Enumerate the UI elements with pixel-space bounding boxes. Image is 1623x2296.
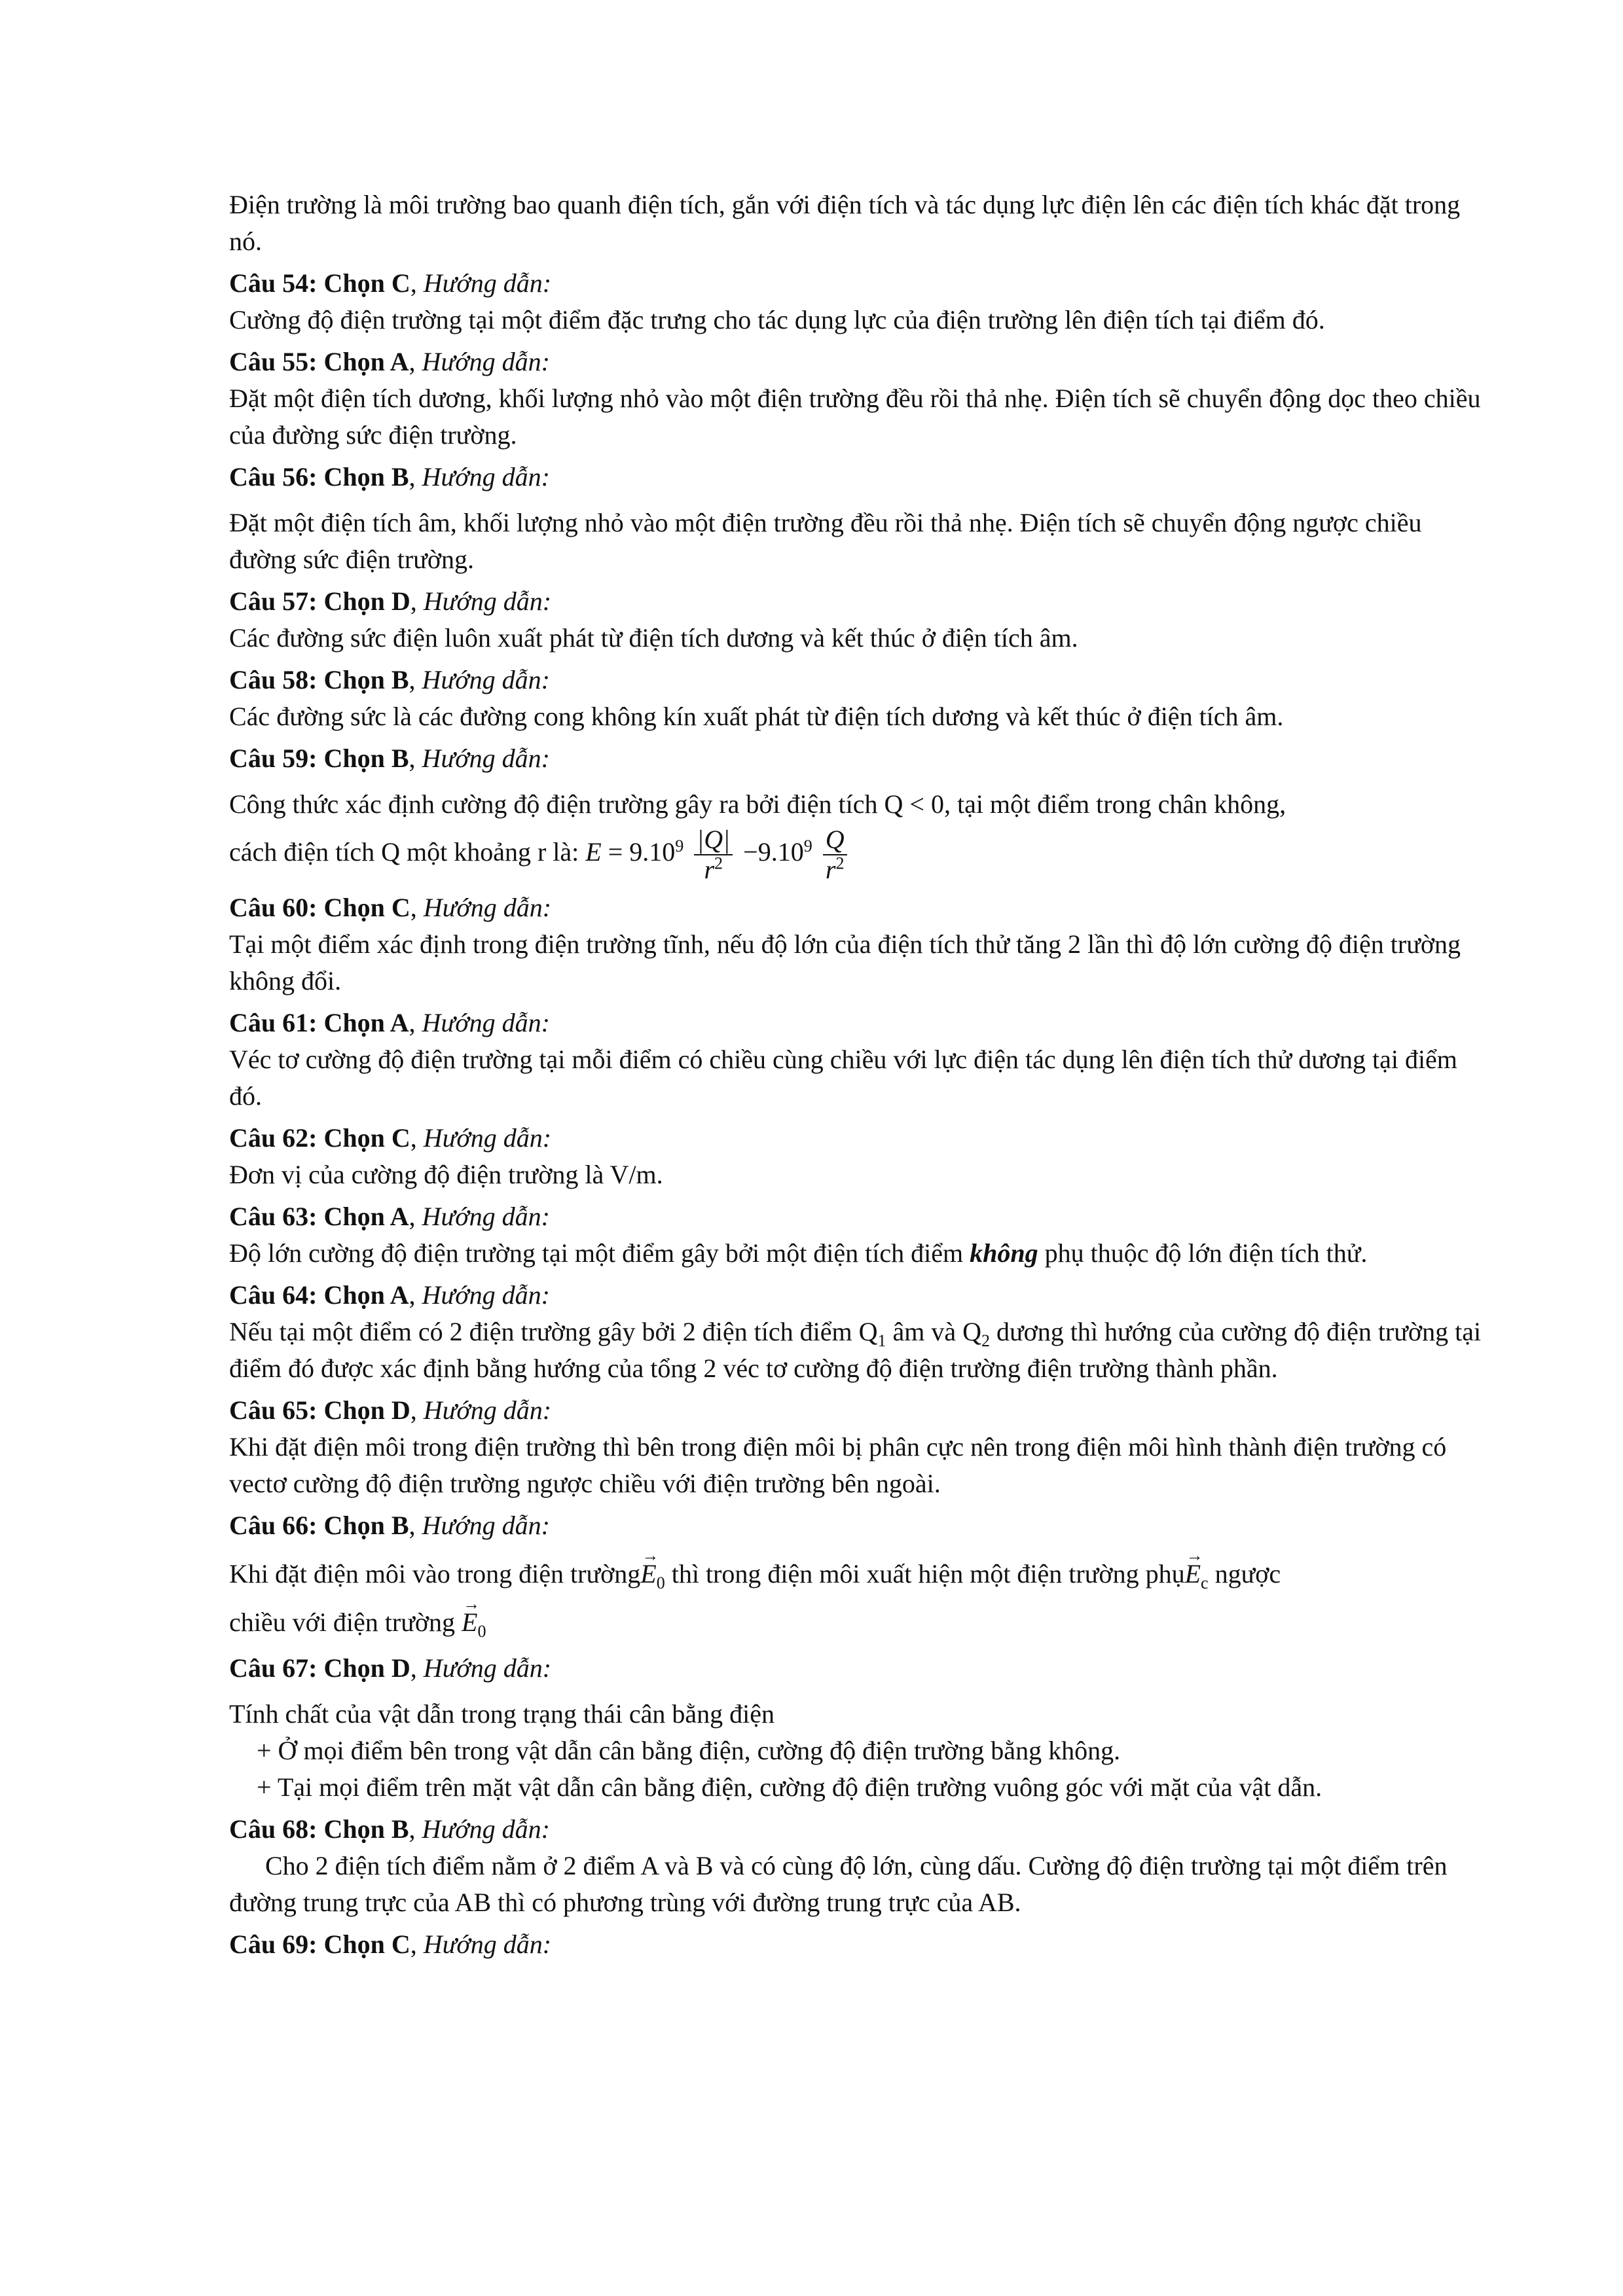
intro-paragraph: Điện trường là môi trường bao quanh điện tích, gắn với điện tích và tác dụng lực điện lên các điện tích khác đặt trong nó. [229, 190, 1461, 256]
answer-62-heading: Câu 62: Chọn C, Hướng dẫn: [229, 1123, 552, 1153]
answer-56-heading: Câu 56: Chọn B, Hướng dẫn: [229, 462, 550, 492]
vector-e0-2: → E [462, 1604, 477, 1641]
answer-68-text: Cho 2 điện tích điểm nằm ở 2 điểm A và B và có cùng độ lớn, cùng dấu. Cường độ điện trường tại một điểm trên đường trung trực của AB thì có phương trùng với đường trung trực của AB. [229, 1851, 1448, 1917]
answer-60-text: Tại một điểm xác định trong điện trường tĩnh, nếu độ lớn của điện tích thử tăng 2 lần thì độ lớn cường độ điện trường không đổi. [229, 929, 1461, 996]
answer-64-heading: Câu 64: Chọn A, Hướng dẫn: [229, 1280, 550, 1310]
answer-64-text: Nếu tại một điểm có 2 điện trường gây bởi 2 điện tích điểm $Q_1$ âm và $Q_2$ dương thì hướng của cường độ điện trường tại điểm đó được xác định bằng hướng của tổng 2 véc tơ cường độ điện trường điện trường thành phần. [229, 1317, 1482, 1383]
answer-67-heading: Câu 67: Chọn D, Hướng dẫn: [229, 1653, 552, 1683]
answer-61-text: Véc tơ cường độ điện trường tại mỗi điểm có chiều cùng chiều với lực điện tác dụng lên điện tích thử dương tại điểm đó. [229, 1045, 1457, 1111]
answer-60-heading: Câu 60: Chọn C, Hướng dẫn: [229, 893, 552, 922]
field-strength-formula: E = 9.10$^9$ $\frac{|Q|}{r^2}$ $-9.10^9$ $\frac{Q}{r^2}$ [585, 825, 850, 884]
answer-55-text: Đặt một điện tích dương, khối lượng nhỏ vào một điện trường đều rồi thả nhẹ. Điện tích sẽ chuyển động dọc theo chiều của đường sức điện trường. [229, 384, 1481, 450]
answer-57-text: Các đường sức điện luôn xuất phát từ điện tích dương và kết thúc ở điện tích âm. [229, 623, 1078, 653]
vector-e0: → E [640, 1553, 656, 1595]
answer-66-text: Khi đặt điện môi vào trong điện trường→ $E_0$ thì trong điện môi xuất hiện một điện trường phụ→ $E_c$ ngược [229, 1553, 1489, 1595]
answer-67-text: Tính chất của vật dẫn trong trạng thái cân bằng điện [229, 1699, 775, 1729]
answer-66-text-2: chiều với điện trường → $E_0$ [229, 1604, 1489, 1641]
answer-65-heading: Câu 65: Chọn D, Hướng dẫn: [229, 1395, 552, 1425]
answer-58-heading: Câu 58: Chọn B, Hướng dẫn: [229, 665, 550, 694]
document-page [229, 187, 1489, 1963]
answer-65-text: Khi đặt điện môi trong điện trường thì bên trong điện môi bị phân cực nên trong điện môi hình thành điện trường có vectơ cường độ điện trường ngược chiều với điện trường bên ngoài. [229, 1432, 1447, 1498]
answer-59-formula-line: cách điện tích Q một khoảng r là: E = 9.10$^9$ $\frac{|Q|}{r^2}$ $-9.10^9$ $\frac{Q}{r^2}$ [229, 825, 1489, 884]
vector-ec: → E [1185, 1553, 1201, 1595]
answer-67-bullet-2: + Tại mọi điểm trên mặt vật dẫn cân bằng điện, cường độ điện trường vuông góc với mặt của vật dẫn. [257, 1772, 1322, 1802]
answer-66-heading: Câu 66: Chọn B, Hướng dẫn: [229, 1511, 550, 1540]
answer-59-text: Công thức xác định cường độ điện trường gây ra bởi điện tích Q < 0, tại một điểm trong chân không, [229, 789, 1286, 819]
answer-58-text: Các đường sức là các đường cong không kín xuất phát từ điện tích dương và kết thúc ở điện tích âm. [229, 702, 1284, 731]
answer-61-heading: Câu 61: Chọn A, Hướng dẫn: [229, 1008, 550, 1037]
answer-59-heading: Câu 59: Chọn B, Hướng dẫn: [229, 744, 550, 773]
answer-69-heading: Câu 69: Chọn C, Hướng dẫn: [229, 1929, 552, 1959]
answer-63-text: Độ lớn cường độ điện trường tại một điểm gây bởi một điện tích điểm không phụ thuộc độ lớn điện tích thử. [229, 1238, 1368, 1268]
answer-55-heading: Câu 55: Chọn A, Hướng dẫn: [229, 347, 550, 376]
answer-63-heading: Câu 63: Chọn A, Hướng dẫn: [229, 1202, 550, 1231]
answer-57-heading: Câu 57: Chọn D, Hướng dẫn: [229, 586, 552, 616]
answer-56-text: Đặt một điện tích âm, khối lượng nhỏ vào một điện trường đều rồi thả nhẹ. Điện tích sẽ chuyển động ngược chiều đường sức điện trường. [229, 508, 1422, 574]
answer-62-text: Đơn vị của cường độ điện trường là V/m. [229, 1160, 663, 1189]
answer-54-heading: Câu 54: Chọn C, Hướng dẫn: [229, 268, 552, 298]
answer-68-heading: Câu 68: Chọn B, Hướng dẫn: [229, 1814, 550, 1844]
answer-67-bullet-1: + Ở mọi điểm bên trong vật dẫn cân bằng điện, cường độ điện trường bằng không. [257, 1736, 1121, 1765]
answer-54-text: Cường độ điện trường tại một điểm đặc trưng cho tác dụng lực của điện trường lên điện tích tại điểm đó. [229, 305, 1325, 334]
